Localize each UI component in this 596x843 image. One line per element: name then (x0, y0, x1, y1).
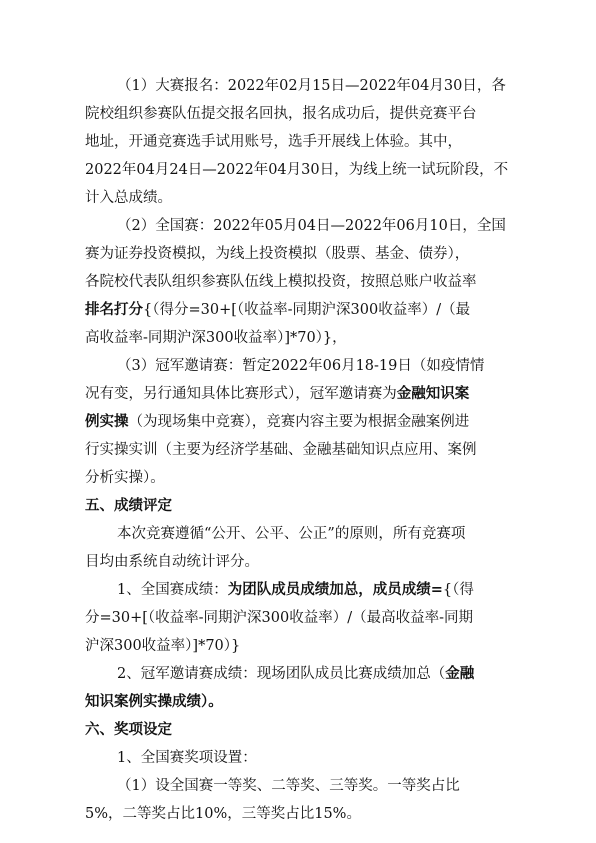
text-line: 5%，二等奖占比10%，三等奖占比15%。 (85, 806, 361, 822)
text-line: 行实操实训（主要为经济学基础、金融基础知识点应用、案例 (85, 442, 477, 458)
text-line: 1、全国赛成绩：为团队成员成绩加总，成员成绩={（得 (117, 581, 474, 598)
section-heading: 六、奖项设定 (85, 721, 172, 738)
section-heading: 五、成绩评定 (85, 497, 172, 514)
text-line: 2022年04月24日—2022年04月30日，为线上统一试玩阶段，不 (85, 162, 509, 178)
text-line: 计入总成绩。 (85, 190, 172, 206)
text-line: 各院校代表队组织参赛队伍线上模拟投资，按照总账户收益率 (85, 274, 477, 290)
text-line: 排名打分{（得分=30+[（收益率-同期沪深300收益率）/（最 (85, 301, 471, 318)
text-line: （1）大赛报名：2022年02月15日—2022年04月30日，各 (117, 78, 506, 94)
text-line: （1）设全国赛一等奖、二等奖、三等奖。一等奖占比 (117, 778, 460, 794)
text-line: 况有变，另行通知具体比赛形式），冠军邀请赛为金融知识案 (85, 385, 470, 402)
text-line: 目均由系统自动统计评分。 (85, 554, 259, 570)
text-line: 高收益率-同期沪深300收益率）]*70）}， (85, 330, 347, 346)
text-line: （2）全国赛：2022年05月04日—2022年06月10日，全国 (117, 218, 506, 234)
text-line: 例实操（为现场集中竞赛），竞赛内容主要为根据金融案例进 (85, 413, 470, 430)
text-line: 本次竞赛遵循“公开、公平、公正”的原则，所有竞赛项 (117, 526, 466, 542)
text-line: 赛为证券投资模拟，为线上投资模拟（股票、基金、债券）， (85, 246, 470, 262)
text-line: 知识案例实操成绩）。 (85, 693, 223, 710)
text-line: （3）冠军邀请赛：暂定2022年06月18-19日（如疫情情 (117, 358, 485, 374)
text-line: 1、全国赛奖项设置： (117, 750, 257, 766)
text-line: 沪深300收益率）]*70）} (85, 638, 241, 654)
text-line: 地址，开通竞赛选手试用账号，选手开展线上体验。其中， (85, 134, 462, 150)
text-line: 院校组织参赛队伍提交报名回执，报名成功后，提供竞赛平台 (85, 106, 477, 122)
text-line: 分析实操）。 (85, 470, 165, 486)
text-line: 2、冠军邀请赛成绩：现场团队成员比赛成绩加总（金融 (117, 665, 475, 682)
text-line: 分=30+[（收益率-同期沪深300收益率）/（最高收益率-同期 (85, 610, 474, 626)
